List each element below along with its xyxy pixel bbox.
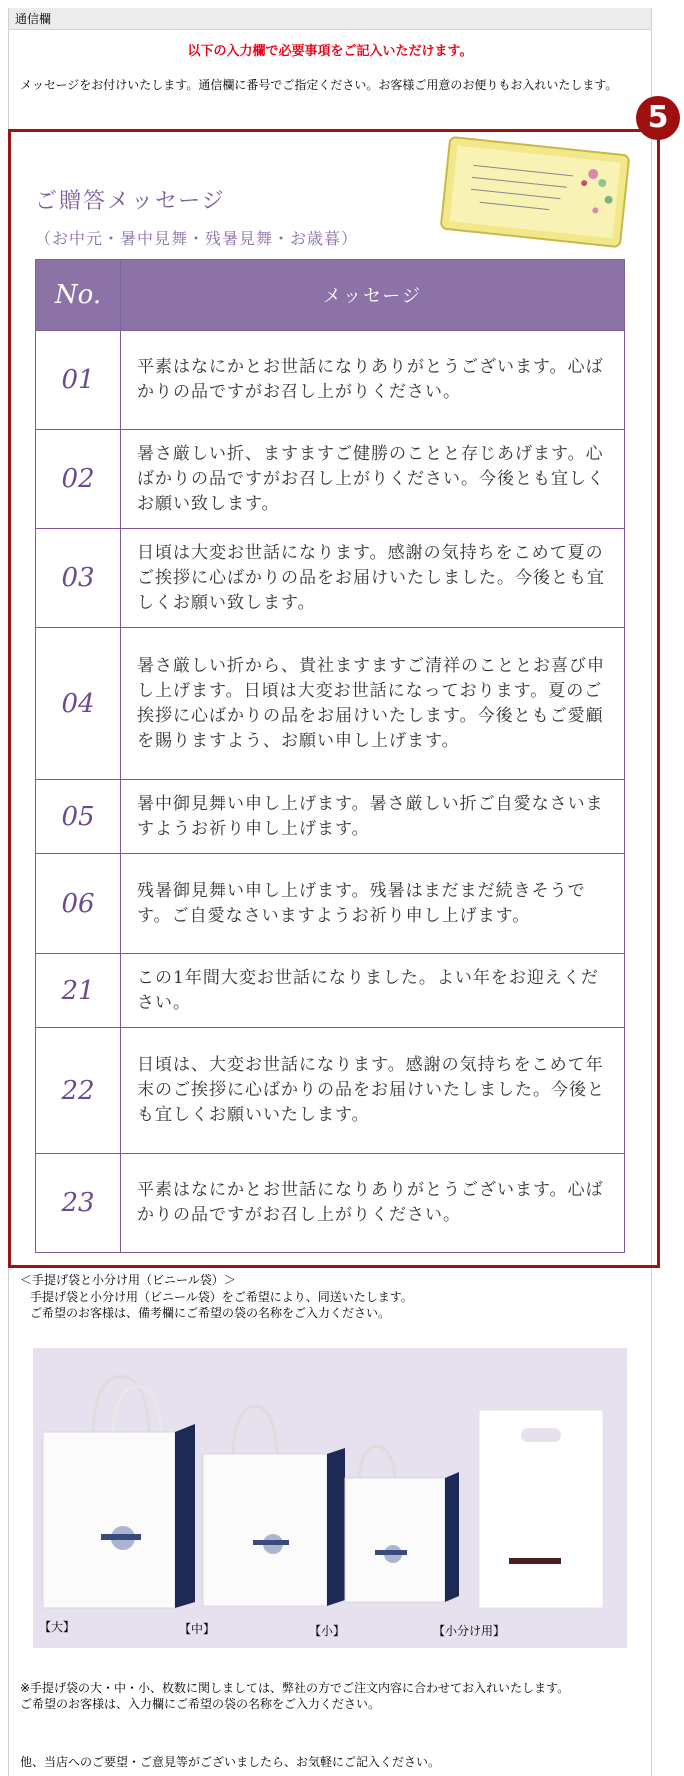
table-row xyxy=(36,331,625,430)
section-header xyxy=(9,8,651,30)
table-row xyxy=(36,780,625,854)
message-text: 暑さ厳しい折から、貴社ますますご清祥のこととお喜び申し上げます。日頃は大変お世話になっております。夏のご挨拶に心ばかりの品をお届けいたします。今後ともご愛顧を賜りますよう、お願い申し上げます。 xyxy=(121,628,625,780)
footer-note-2: ご希望のお客様は、入力欄にご希望の袋の名称をご入力ください。 xyxy=(20,1697,381,1711)
message-text: 平素はなにかとお世話になりありがとうございます。心ばかりの品ですがお召し上がりください。 xyxy=(121,331,625,430)
table-row xyxy=(36,430,625,529)
bag-label-medium: 【中】 xyxy=(179,1622,216,1636)
message-text: 平素はなにかとお世話になりありがとうございます。心ばかりの品ですがお召し上がりください。 xyxy=(121,1154,625,1253)
message-number: 04 xyxy=(36,628,121,780)
message-table xyxy=(35,259,625,1253)
bags-illustration xyxy=(33,1348,627,1648)
message-card-illustration xyxy=(436,132,633,251)
message-guide-panel xyxy=(8,129,660,1268)
table-row xyxy=(36,854,625,954)
footer-other-text: 他、当店へのご要望・ご意見等がございましたら、お気軽にご記入ください。 xyxy=(20,1755,441,1769)
required-notice: 以下の入力欄で必要事項をご記入いただけます。 xyxy=(187,44,473,59)
message-number: 21 xyxy=(36,954,121,1028)
message-number: 02 xyxy=(36,430,121,529)
bag-label-plastic: 【小分け用】 xyxy=(433,1624,506,1638)
message-guide-subtitle: （お中元・暑中見舞・残暑見舞・お歳暮） xyxy=(35,229,359,248)
footer-note-1: ※手提げ袋の大・中・小、枚数に関しましては、弊社の方でご注文内容に合わせてお入れいたします。 xyxy=(20,1681,570,1695)
message-number: 05 xyxy=(36,780,121,854)
bag-label-large: 【大】 xyxy=(39,1620,76,1634)
header-message: メッセージ xyxy=(121,260,625,331)
bags-line-2: ご希望のお客様は、備考欄にご希望の袋の名称をご入力ください。 xyxy=(30,1306,391,1320)
bags-line-1: 手提げ袋と小分け用（ビニール袋）をご希望により、同送いたします。 xyxy=(30,1290,413,1304)
header-no: No. xyxy=(36,260,121,331)
message-number: 01 xyxy=(36,331,121,430)
bags-description xyxy=(30,1289,413,1321)
table-row xyxy=(36,1028,625,1154)
table-row xyxy=(36,628,625,780)
bag-label-small: 【小】 xyxy=(309,1624,346,1638)
message-text: 日頃は大変お世話になります。感謝の気持ちをこめて夏のご挨拶に心ばかりの品をお届けいたしました。今後とも宜しくお願い致します。 xyxy=(121,529,625,628)
message-number: 22 xyxy=(36,1028,121,1154)
message-guide-title: ご贈答メッセージ xyxy=(35,189,226,214)
message-number: 03 xyxy=(36,529,121,628)
message-text: 暑中御見舞い申し上げます。暑さ厳しい折ご自愛なさいますようお祈り申し上げます。 xyxy=(121,780,625,854)
step-badge: 5 xyxy=(636,96,680,140)
message-number: 23 xyxy=(36,1154,121,1253)
table-row xyxy=(36,954,625,1028)
message-text: 残暑御見舞い申し上げます。残暑はまだまだ続きそうです。ご自愛なさいますようお祈り申し上げます。 xyxy=(121,854,625,954)
section-title: 通信欄 xyxy=(15,12,52,26)
bags-heading: ＜手提げ袋と小分け用（ビニール袋）＞ xyxy=(20,1273,236,1287)
message-text: この1年間大変お世話になりました。よい年をお迎えください。 xyxy=(121,954,625,1028)
message-number: 06 xyxy=(36,854,121,954)
intro-text: メッセージをお付けいたします。通信欄に番号でご指定ください。お客様ご用意のお便りもお入れいたします。 xyxy=(20,78,618,92)
message-text: 暑さ厳しい折、ますますご健勝のことと存じあげます。心ばかりの品ですがお召し上がりください。今後とも宜しくお願い致します。 xyxy=(121,430,625,529)
table-row xyxy=(36,1154,625,1253)
table-row xyxy=(36,529,625,628)
bags-photo xyxy=(33,1348,627,1648)
bags-footer-note xyxy=(20,1680,640,1712)
message-text: 日頃は、大変お世話になります。感謝の気持ちをこめて年末のご挨拶に心ばかりの品をお届けいたしました。今後とも宜しくお願いいたします。 xyxy=(121,1028,625,1154)
